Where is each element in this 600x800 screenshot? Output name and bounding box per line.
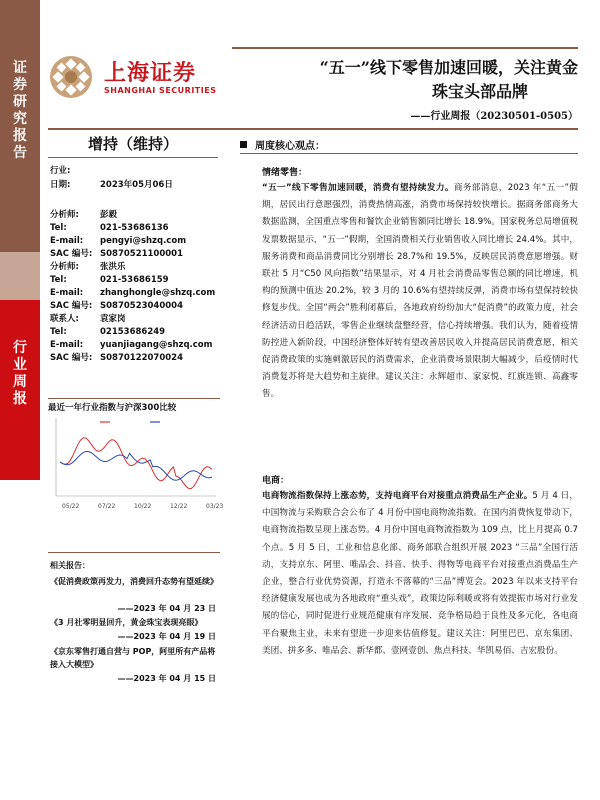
section-bullet-icon [240, 141, 247, 148]
logo-name-cn: 上海证券 [104, 61, 197, 86]
company-logo [48, 50, 218, 106]
analyst-row-value: 021-53686159 [100, 275, 169, 285]
analyst-row [50, 313, 220, 326]
x-tick-label: 10/22 [134, 503, 152, 510]
related-report-1-date: ——2023 年 04 月 23 日 [117, 604, 216, 613]
paragraph-ecommerce [262, 488, 578, 660]
meta-date-value: 2023年05月06日 [100, 180, 173, 190]
section-heading [240, 137, 325, 152]
analyst-row [50, 300, 220, 313]
analyst-row-label: E-mail: [50, 236, 84, 246]
paragraph-retail-lead: “五一”线下零售加速回暖，消费有望持续发力。 [262, 183, 454, 193]
analyst-row-value: 张洪乐 [100, 262, 126, 272]
analyst-row-label: Tel: [50, 223, 67, 233]
analyst-row-label: Tel: [50, 275, 67, 285]
related-report-1[interactable]: 《促消费政策再发力，消费回升态势有望延续》 [50, 577, 218, 586]
analyst-row [50, 339, 220, 352]
analyst-row [50, 209, 220, 222]
meta-industry-label: 行业: [50, 166, 71, 176]
analyst-row-value[interactable]: zhanghongle@shzq.com [100, 288, 216, 298]
sidebar-bottom-band [0, 480, 40, 800]
meta-date-label: 日期: [50, 180, 71, 190]
meta-industry [50, 165, 220, 178]
logo-name-en: SHANGHAI SECURITIES [104, 86, 217, 95]
paragraph-retail-text: 商务部消息，2023 年“五一”假期，居民出行意愿强烈，消费热情高涨，消费市场保持较快增长。据商务部商务大数据监测，全国重点零售和餐饮企业销售额同比增长 18.9%。国家税务总局增值税发票数据显示，“五一”假期，全国消费相关行业销售收入同比增长 24.4%。其中，服务消费和商品消费同比分别增长 28.7%和 19.5%，反映居民消费意愿增强。财联社 5 月“C50 风向指数”结果显示，对 4 月社会消费品零售总额的同比增速，机构的预测中值达 20.2%，较 3 月的 10.6%有望持续反弹，消费市场有望保持较快修复步伐。全国“两会”胜利闭幕后，各地政府纷纷加大“促消费”的政策力度，社会经济活动日趋活跃，零售企业继续盘整经营，信心持续增强。我们认为，随着疫情防控进入新阶段，中国经济整体好转有望改善居民收入并提高居民消费意愿，相关促消费政策的实施刺激居民的消费需求，企业消费场景限制大幅减少，后疫情时代消费复苏将是大趋势和主旋律。建议关注：永辉超市、家家悦、红旗连锁、高鑫零售。 [262, 183, 578, 400]
related-report-3[interactable]: 《京东零售打通自营与 POP，阿里所有产品将接入大模型》 [50, 647, 216, 669]
section-rule [240, 153, 578, 154]
paragraph-ecommerce-lead: 电商物流指数保持上涨态势，支持电商平台对接重点消费品生产企业。 [262, 491, 533, 501]
x-tick-label: 03/23 [206, 503, 224, 510]
analyst-row-value: 袁家岗 [100, 314, 126, 324]
index-comparison-chart [48, 414, 224, 518]
analyst-row-value: S0870122070024 [100, 353, 184, 363]
x-tick-label: 12/22 [170, 503, 188, 510]
analyst-row-value[interactable]: yuanjiagang@shzq.com [100, 340, 213, 350]
paragraph-ecommerce-text: 5 月 4 日，中国物流与采购联合会公布了 4 月份中国电商物流指数。在国内消费恢复带动下，电商物流指数呈现上涨态势。4 月份中国电商物流指数为 109 点，比上月提高 0.7 个点。5 月 5 日，工业和信息化部、商务部联合组织开展 2023 “三品”全国行活动，支持京东、阿里、唯品会、抖音、快手、得物等电商平台对接重点消费品生产企业，整合行业优势资源，打造永不落幕的“三品”博览会。2023 年以来支持平台经济健康发展也成为各地政府“重头戏”，政策边际利暖或将有效提振市场对行业发展的信心，同时促进行业规范健康有序发展、竞争格局趋于良性及多元化，各电商平台聚焦主业，未来有望进一步迎来估值修复。建议关注：阿里巴巴、京东集团、美团、拼多多、唯品会、新华都、壹网壹创、焦点科技、华凯易佰、吉宏股份。 [262, 491, 578, 656]
analyst-row [50, 352, 220, 365]
related-report-2-date: ——2023 年 04 月 19 日 [117, 632, 216, 641]
analyst-row-value: 彭毅 [100, 210, 118, 220]
subheading-ecommerce: 电商： [262, 476, 290, 486]
series-hs300-line [60, 452, 212, 481]
sidebar-label-research-report: 证券研究报告 [13, 60, 27, 161]
analyst-row [50, 261, 220, 274]
analyst-row-label: E-mail: [50, 340, 84, 350]
meta-date [50, 179, 220, 192]
header-rule [48, 128, 578, 130]
analyst-row [50, 235, 220, 248]
chart-title-rule [48, 398, 220, 399]
analyst-row-value: S0870521100001 [100, 249, 184, 259]
analyst-row-label: SAC 编号: [50, 249, 93, 259]
related-report-3-date: ——2023 年 04 月 15 日 [117, 674, 216, 683]
rating-rule [48, 157, 218, 158]
analyst-row-value[interactable]: pengyi@shzq.com [100, 236, 187, 246]
analyst-row-label: 联系人: [50, 314, 79, 324]
analyst-row-label: 分析师: [50, 210, 79, 220]
analyst-row-label: SAC 编号: [50, 353, 93, 363]
sidebar-mid-band [0, 252, 40, 300]
related-reports-rule [48, 552, 220, 553]
x-tick-label: 07/22 [98, 503, 116, 510]
analyst-row-label: E-mail: [50, 288, 84, 298]
paragraph-retail [262, 180, 578, 404]
analyst-row-value: 02153686249 [100, 327, 166, 337]
analyst-row-value: S0870523040004 [100, 301, 184, 311]
report-subtitle: ——行业周报（20230501-0505） [410, 111, 578, 122]
analyst-row [50, 248, 220, 261]
analyst-row [50, 274, 220, 287]
logo-mark-icon [48, 54, 94, 100]
related-reports-heading: 相关报告： [50, 561, 90, 570]
related-report-2[interactable]: 《3 月社零明显回升，黄金珠宝表现亮眼》 [50, 618, 203, 627]
rating: 增持（维持） [87, 135, 178, 153]
subheading-retail: 情绪零售： [262, 168, 308, 178]
analyst-row-value: 021-53686136 [100, 223, 169, 233]
sidebar-label-weekly: 行业周报 [13, 340, 27, 407]
chart-title: 最近一年行业指数与沪深300比较 [48, 403, 177, 413]
analyst-row [50, 222, 220, 235]
sidebar [0, 0, 40, 800]
analyst-row [50, 287, 220, 300]
analyst-row-label: 分析师: [50, 262, 79, 272]
report-title-line2: 珠宝头部品牌 [431, 82, 528, 101]
report-title-line1: “五一”线下零售加速回暖，关注黄金 [319, 58, 578, 77]
x-tick-label: 05/22 [62, 503, 80, 510]
analyst-row-label: SAC 编号: [50, 301, 93, 311]
series-industry-line [60, 438, 212, 489]
report-title [248, 56, 578, 104]
top-rule [232, 47, 578, 49]
analyst-row-label: Tel: [50, 327, 67, 337]
section-heading-text: 周度核心观点： [255, 141, 325, 152]
analyst-row [50, 326, 220, 339]
